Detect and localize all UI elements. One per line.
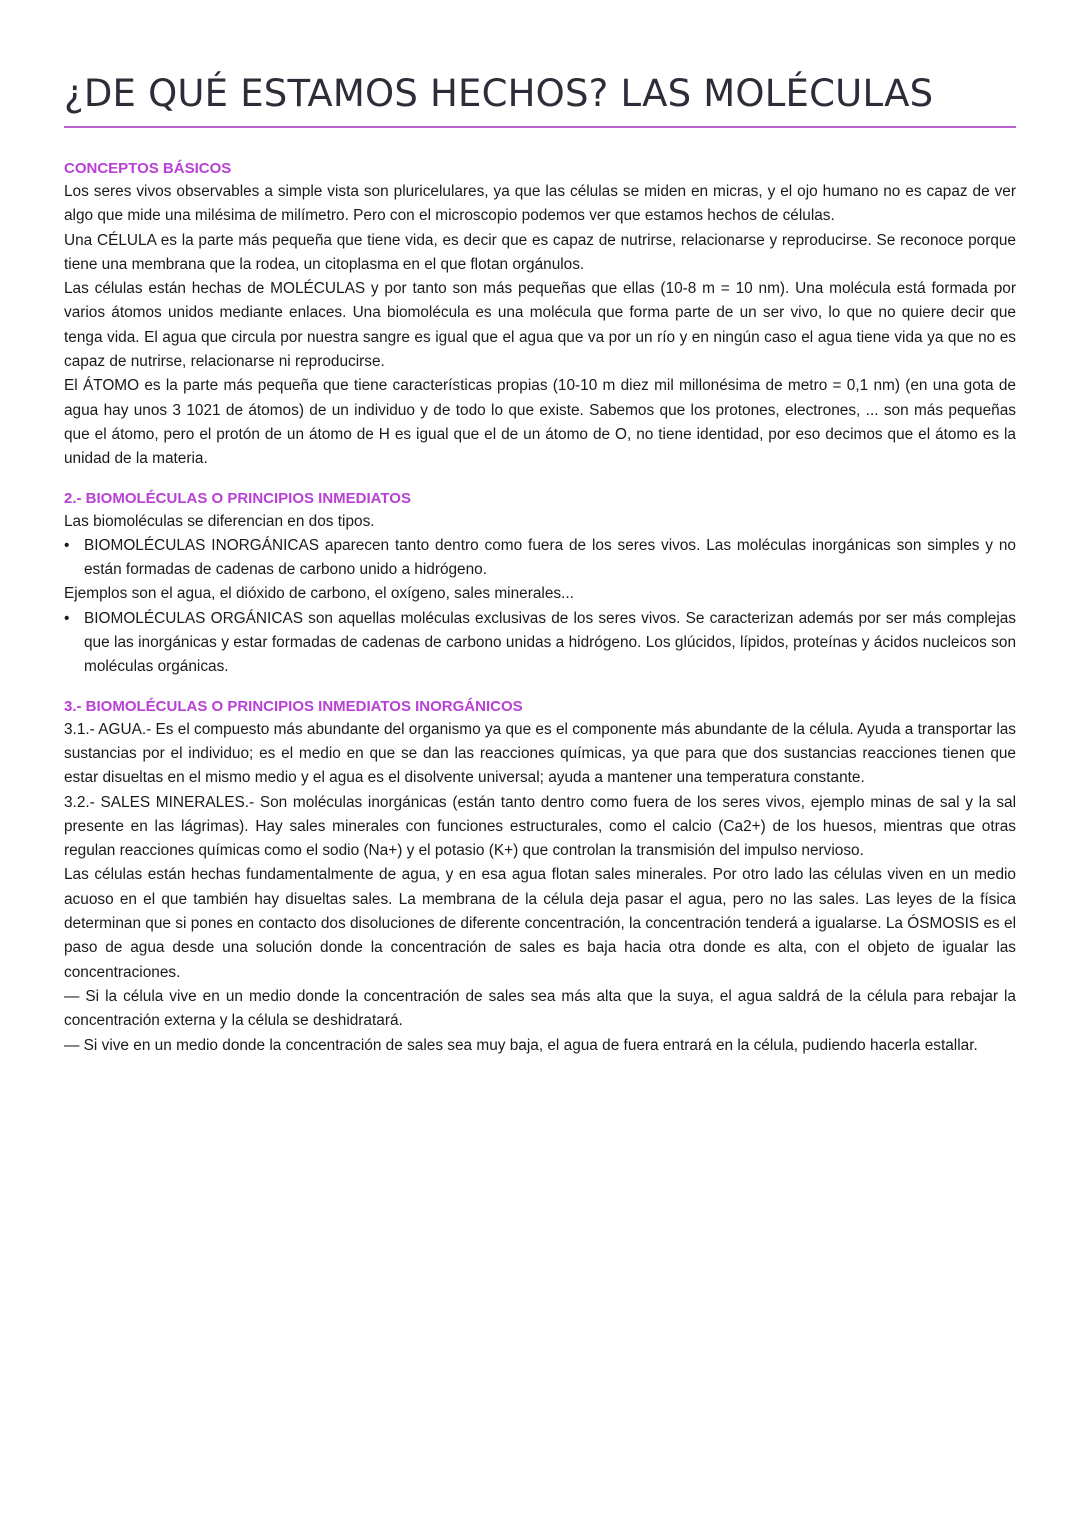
- bullet-icon: •: [64, 536, 70, 554]
- paragraph: Una CÉLULA es la parte más pequeña que tiene vida, es decir que es capaz de nutrirse, relacionarse y reproducirse. Se reconoce porque tiene una membrana que la rodea, un citoplasma en el que flotan orgánulos.: [64, 231, 1016, 273]
- title-underline: [64, 126, 1016, 128]
- paragraph: 3.1.- AGUA.- Es el compuesto más abundante del organismo ya que es el componente más abundante de la célula. Ayuda a transportar las sustancias por el individuo; es el medio en que se dan las reacciones químicas, ya que para que dos sustancias reacciones tienen que estar disueltas en el mismo medio y el agua es el disolvente universal; ayuda a mantener una temperatura constante.: [64, 720, 1016, 787]
- paragraph: Las células están hechas de MOLÉCULAS y por tanto son más pequeñas que ellas (10-8 m = 10 nm). Una molécula está formada por varios átomos unidos mediante enlaces. Una biomolécula es una molécula que forma parte de un ser vivo, lo que no quiere decir que tenga vida. El agua que circula por nuestra sangre es igual que el agua que va por un río y en ningún caso el agua tiene vida ya que no es capaz de nutrirse, relacionarse ni reproducirse.: [64, 280, 1016, 371]
- paragraph: — Si la célula vive en un medio donde la concentración de sales sea más alta que la suya, el agua saldrá de la célula para rebajar la concentración externa y la célula se deshidratará.: [64, 987, 1016, 1030]
- paragraph: Los seres vivos observables a simple vista son pluricelulares, ya que las células se miden en micras, y el ojo humano no es capaz de ver algo que mide una milésima de milímetro. Pero con el microscopio podemos ver que estamos hechos de células.: [64, 183, 1016, 225]
- spacer: [64, 472, 1016, 488]
- bullet-icon: •: [64, 609, 70, 627]
- paragraph: 3.2.- SALES MINERALES.- Son moléculas inorgánicas (están tanto dentro como fuera de los seres vivos, ejemplo minas de sal y la sal presente en las lágrimas). Hay sales minerales con funciones estructurales, como el calcio (Ca2+) de los huesos, mientras que otras regulan reacciones químicas como el sodio (Na+) y el potasio (K+) que controlan la transmisión del impulso nervioso.: [64, 793, 1016, 860]
- section-heading: CONCEPTOS BÁSICOS: [64, 160, 232, 177]
- document-page: [64, 64, 1016, 1058]
- section-heading: 3.- BIOMOLÉCULAS O PRINCIPIOS INMEDIATOS INORGÁNICOS: [64, 697, 523, 715]
- bullet-text: BIOMOLÉCULAS ORGÁNICAS son aquellas moléculas exclusivas de los seres vivos. Se caracterizan además por ser más complejas que las inorgánicas y estar formadas de cadenas de carbono unidas a hidrógeno. Los glúcidos, lípidos, proteínas y ácidos nucleicos son moléculas orgánicas.: [84, 609, 1016, 676]
- section-inorganicos: [64, 696, 1016, 1058]
- paragraph: — Si vive en un medio donde la concentración de sales sea muy baja, el agua de fuera entrará en la célula, pudiendo hacerla estallar.: [64, 1036, 978, 1054]
- bullet-item: [64, 607, 1016, 680]
- paragraph: Las biomoléculas se diferencian en dos tipos.: [64, 512, 375, 530]
- paragraph: Ejemplos son el agua, el dióxido de carbono, el oxígeno, sales minerales...: [64, 585, 574, 603]
- section-heading: 2.- BIOMOLÉCULAS O PRINCIPIOS INMEDIATOS: [64, 489, 411, 507]
- bullet-item: [64, 534, 1016, 583]
- paragraph: Las células están hechas fundamentalmente de agua, y en esa agua flotan sales minerales. Por otro lado las células viven en un medio acuoso en el que también hay disueltas sales. La membrana de la célula deja pasar el agua, pero no las sales. Las leyes de la física determinan que si pones en contacto dos disoluciones de diferente concentración, la concentración tenderá a igualarse. La ÓSMOSIS es el paso de agua desde una solución donde la concentración de sales es baja hacia otra donde es alta, con el objeto de igualar las concentraciones.: [64, 866, 1016, 981]
- section-biomoleculas: [64, 488, 1016, 680]
- paragraph: El ÁTOMO es la parte más pequeña que tiene características propias (10-10 m diez mil millonésima de metro = 0,1 nm) (en una gota de agua hay unos 3 1021 de átomos) de un individuo y de todo lo que existe. Sabemos que los protones, electrones, ... son más pequeñas que el átomo, pero el protón de un átomo de H es igual que el de un átomo de O, no tiene identidad, por eso decimos que el átomo es la unidad de la materia.: [64, 377, 1016, 468]
- bullet-text: BIOMOLÉCULAS INORGÁNICAS aparecen tanto dentro como fuera de los seres vivos. Las moléculas inorgánicas son simples y no están formadas de cadenas de carbono unido a hidrógeno.: [84, 536, 1016, 579]
- section-conceptos-basicos: [64, 158, 1016, 472]
- spacer: [64, 680, 1016, 696]
- page-title: ¿DE QUÉ ESTAMOS HECHOS? LAS MOLÉCULAS: [64, 72, 934, 115]
